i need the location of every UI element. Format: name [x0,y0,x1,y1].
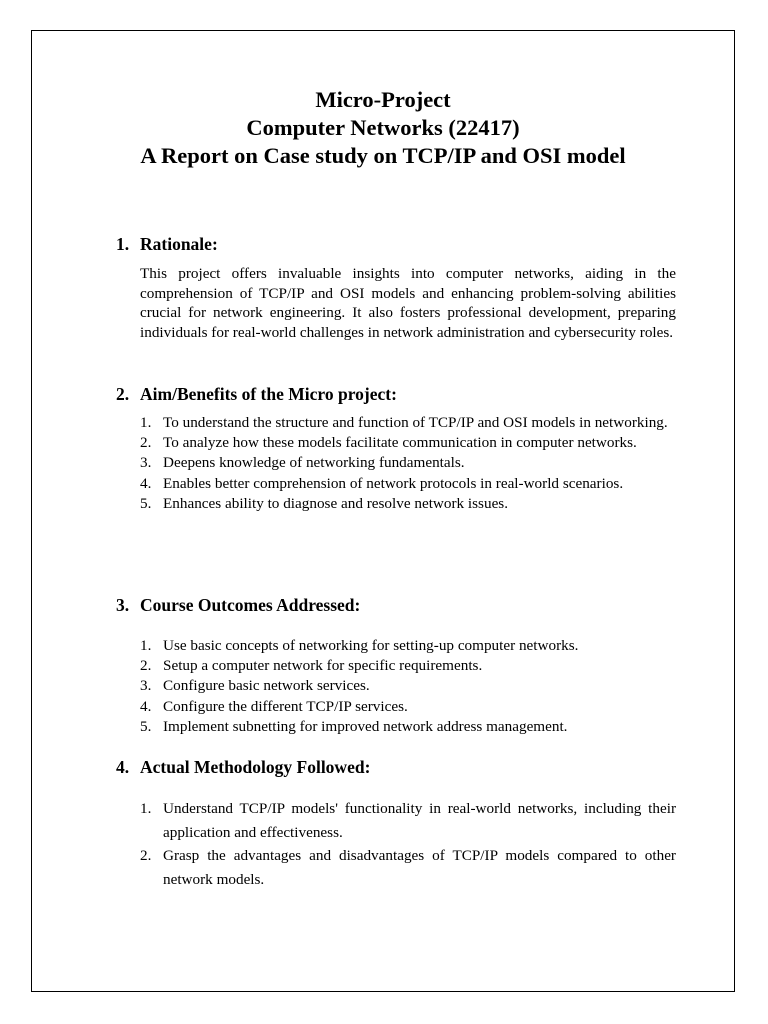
list-item [140,676,676,696]
list-item [140,636,676,656]
item-number: 2. [140,657,152,675]
item-number: 1. [140,414,152,431]
item-text: Implement subnetting for improved network address management. [163,717,568,735]
section-number: 1. [116,234,130,254]
section-heading [116,233,676,255]
item-number: 2. [140,847,152,864]
item-text: Enhances ability to diagnose and resolve network issues. [163,494,509,512]
section-heading [116,383,676,405]
list-item [140,433,676,453]
methodology-list [140,797,676,891]
section-title: Aim/Benefits of the Micro project: [140,384,397,404]
item-number: 1. [140,800,152,817]
item-text: Configure the different TCP/IP services. [163,697,408,715]
section-number: 3. [116,595,130,615]
section-number: 2. [116,384,130,404]
section-methodology [116,756,676,891]
item-text: To understand the structure and function of TCP/IP and OSI models in networking. [163,414,668,431]
list-item [140,453,676,473]
section-title: Course Outcomes Addressed: [140,595,361,615]
section-number: 4. [116,757,130,777]
section-aim-benefits [116,383,676,514]
item-text: Configure basic network services. [163,677,370,695]
aim-list [140,413,676,514]
item-number: 1. [140,637,152,654]
section-heading [116,594,676,616]
list-item [140,474,676,494]
item-number: 5. [140,717,152,735]
list-item [140,494,676,514]
item-number: 4. [140,474,152,492]
rationale-paragraph: This project offers invaluable insights into computer networks, aiding in the comprehension of TCP/IP and OSI models and enhancing problem-solving abilities crucial for network engineering. It also fosters professional development, preparing individuals for real-world challenges in network administration and cybersecurity roles. [140,265,676,341]
title-line-2: Computer Networks (22417) [246,115,520,140]
outcomes-list [140,636,676,737]
list-item [140,697,676,717]
section-course-outcomes [116,594,676,737]
item-number: 2. [140,434,152,452]
title-line-1: Micro-Project [315,87,451,112]
section-rationale [116,233,676,342]
item-number: 4. [140,697,152,715]
document-title [31,86,735,170]
section-title: Actual Methodology Followed: [140,757,371,777]
item-text: Grasp the advantages and disadvantages of TCP/IP models compared to other network models. [163,847,676,888]
section-heading [116,756,676,778]
list-item [140,717,676,737]
item-text: Deepens knowledge of networking fundamentals. [163,454,465,472]
list-item [140,844,676,891]
item-text: Use basic concepts of networking for setting-up computer networks. [163,637,579,654]
title-line-3: A Report on Case study on TCP/IP and OSI model [140,143,626,168]
item-number: 3. [140,677,152,695]
item-text: To analyze how these models facilitate communication in computer networks. [163,434,637,452]
item-number: 5. [140,494,152,512]
item-text: Setup a computer network for specific requirements. [163,657,483,675]
item-text: Enables better comprehension of network protocols in real-world scenarios. [163,474,624,492]
item-number: 3. [140,454,152,472]
list-item [140,797,676,844]
list-item [140,413,676,433]
section-title: Rationale: [140,234,218,254]
list-item [140,656,676,676]
item-text: Understand TCP/IP models' functionality in real-world networks, including their application and effectiveness. [163,800,676,841]
